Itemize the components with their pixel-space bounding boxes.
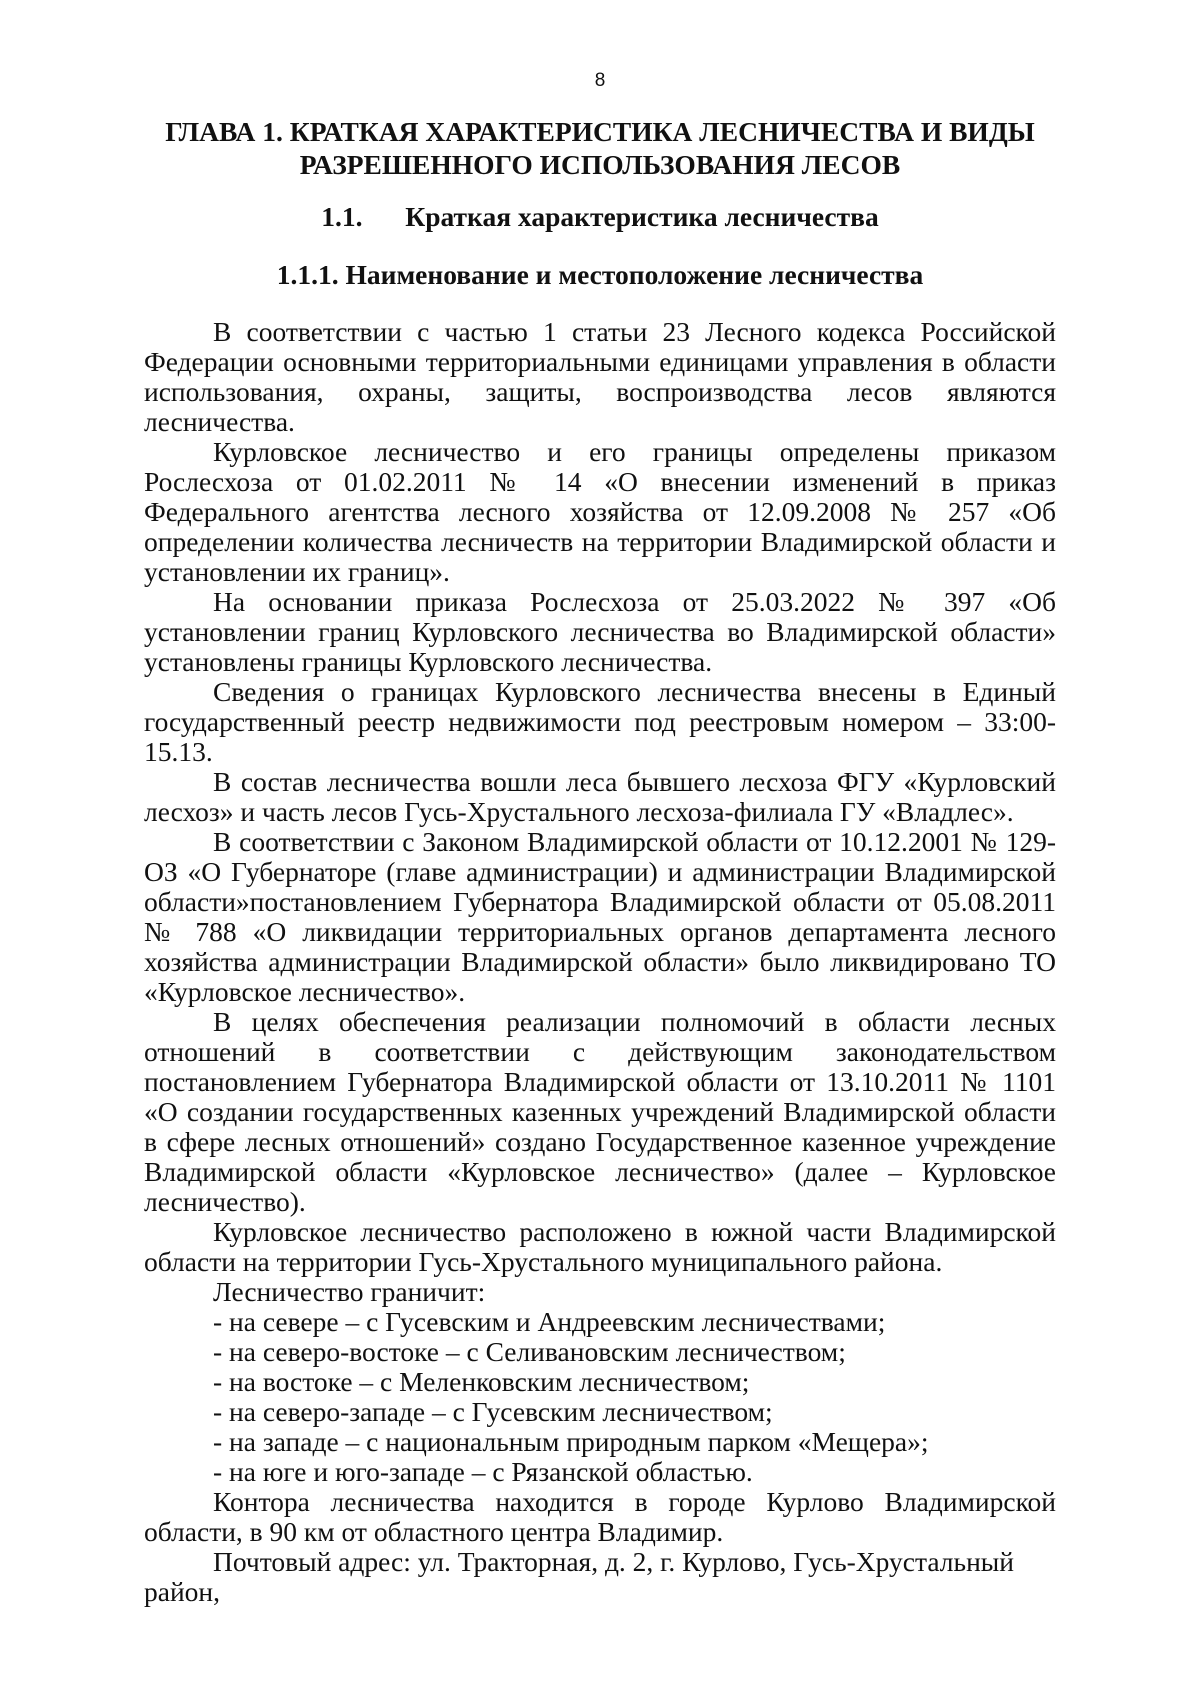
list-item: - на западе – с национальным природным парком «Мещера»; bbox=[213, 1426, 929, 1457]
list-item: - на северо-востоке – с Селивановским лесничеством; bbox=[213, 1336, 846, 1367]
body-text bbox=[144, 317, 1056, 1607]
list-item: - на востоке – с Меленковским лесничеством; bbox=[213, 1366, 750, 1397]
list-item: - на юге и юго-западе – с Рязанской областью. bbox=[213, 1456, 753, 1487]
office-paragraph: Контора лесничества находится в городе Курлово Владимирской области, в 90 км от областного центра Владимир. bbox=[144, 1486, 1056, 1547]
paragraph: В соответствии с Законом Владимирской области от 10.12.2001 № 129-ОЗ «О Губернаторе (главе администрации) и администрации Владимирской области»постановлением Губернатора Владимирской области от 05.08.2011 № 788 «О ликвидации территориальных органов департамента лесного хозяйства администрации Владимирской области» было ликвидировано ТО «Курловское лесничество». bbox=[144, 826, 1056, 1007]
page-number: 8 bbox=[594, 70, 606, 91]
section-number: 1.1. bbox=[321, 201, 363, 232]
borders-intro: Лесничество граничит: bbox=[213, 1276, 486, 1307]
paragraph: В соответствии с частью 1 статьи 23 Лесного кодекса Российской Федерации основными территориальными единицами управления в области использования, охраны, защиты, воспроизводства лесов являются лесничества. bbox=[144, 316, 1056, 437]
postal-address: Почтовый адрес: ул. Тракторная, д. 2, г. Курлово, Гусь-Хрустальный район, bbox=[144, 1546, 1014, 1607]
paragraph: Сведения о границах Курловского лесничества внесены в Единый государственный реестр недвижимости под реестровым номером – 33:00-15.13. bbox=[144, 676, 1056, 767]
section-heading bbox=[0, 200, 1200, 233]
subsection-title: 1.1.1. Наименование и местоположение лесничества bbox=[276, 259, 924, 290]
list-item: - на севере – с Гусевским и Андреевским лесничествами; bbox=[213, 1306, 886, 1337]
paragraph: Курловское лесничество расположено в южной части Владимирской области на территории Гусь-Хрустального муниципального района. bbox=[144, 1216, 1056, 1277]
borders-list bbox=[144, 1307, 1056, 1487]
chapter-title: ГЛАВА 1. КРАТКАЯ ХАРАКТЕРИСТИКА ЛЕСНИЧЕСТВА И ВИДЫ РАЗРЕШЕННОГО ИСПОЛЬЗОВАНИЯ ЛЕСОВ bbox=[165, 116, 1035, 180]
paragraph: В состав лесничества вошли леса бывшего лесхоза ФГУ «Курловский лесхоз» и часть лесов Гусь-Хрустального лесхоза-филиала ГУ «Владлес». bbox=[144, 766, 1056, 827]
section-title: Краткая характеристика лесничества bbox=[405, 201, 879, 232]
list-item: - на северо-западе – с Гусевским лесничеством; bbox=[213, 1396, 773, 1427]
paragraph: Курловское лесничество и его границы определены приказом Рослесхоза от 01.02.2011 № 14 «О внесении изменений в приказ Федерального агентства лесного хозяйства от 12.09.2008 № 257 «Об определении количества лесничеств на территории Владимирской области и установлении их границ». bbox=[144, 436, 1056, 587]
paragraph: В целях обеспечения реализации полномочий в области лесных отношений в соответствии с действующим законодательством постановлением Губернатора Владимирской области от 13.10.2011 № 1101 «О создании государственных казенных учреждений Владимирской области в сфере лесных отношений» создано Государственное казенное учреждение Владимирской области «Курловское лесничество» (далее – Курловское лесничество). bbox=[144, 1006, 1056, 1217]
paragraph: На основании приказа Рослесхоза от 25.03.2022 № 397 «Об установлении границ Курловского лесничества во Владимирской области» установлены границы Курловского лесничества. bbox=[144, 586, 1056, 677]
